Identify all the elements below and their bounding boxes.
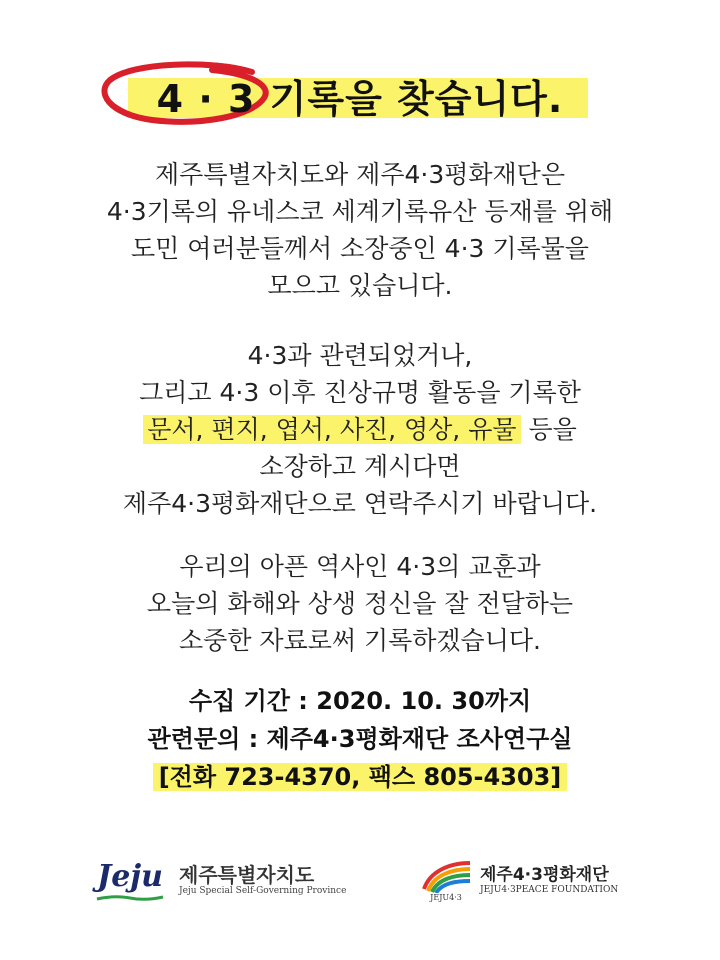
text-line: 소중한 자료로써 기록하겠습니다. — [179, 626, 541, 655]
highlighted-items: 문서, 편지, 엽서, 사진, 영상, 유물 — [143, 415, 520, 444]
paragraph-intro — [0, 156, 720, 304]
page-title: 4 · 3 기록을 찾습니다. — [156, 77, 564, 121]
info-block — [0, 682, 720, 796]
foundation-name-en: JEJU4·3PEACE FOUNDATION — [480, 885, 619, 895]
jeju-word: Jeju — [97, 858, 163, 894]
rainbow-emblem-icon — [420, 859, 472, 893]
text-line: 4·3과 관련되었거나, — [247, 341, 473, 370]
text-fragment: 등을 — [520, 415, 577, 444]
text-line: 우리의 아픈 역사인 4·3의 교훈과 — [179, 552, 541, 581]
text-line: 제주특별자치도와 제주4·3평화재단은 — [155, 160, 565, 189]
text-line: 오늘의 화해와 상생 정신을 잘 전달하는 — [146, 589, 574, 618]
text-line: 소장하고 계시다면 — [259, 452, 461, 481]
province-name-block — [179, 864, 346, 896]
jeju-province-logo — [95, 855, 346, 905]
text-line: 모으고 있습니다. — [267, 271, 453, 300]
province-name-en: Jeju Special Self-Governing Province — [179, 886, 347, 896]
text-line: 4·3기록의 유네스코 세계기록유산 등재를 위해 — [106, 197, 614, 226]
wave-icon — [95, 894, 165, 902]
foundation-name-block — [480, 865, 618, 895]
text-line: 제주4·3평화재단으로 연락주시기 바랍니다. — [122, 489, 598, 518]
paragraph-closing — [0, 548, 720, 659]
phone-fax — [0, 758, 720, 796]
jeju-wordmark — [95, 859, 165, 902]
foundation-emblem — [420, 859, 472, 902]
paragraph-request — [0, 337, 720, 522]
collection-period: 수집 기간 : 2020. 10. 30까지 — [188, 687, 532, 715]
emblem-text: JEJU4·3 — [430, 892, 462, 902]
text-line: 그리고 4·3 이후 진상규명 활동을 기록한 — [139, 378, 581, 407]
text-line: 도민 여러분들께서 소장중인 4·3 기록물을 — [131, 234, 589, 263]
title-area — [0, 58, 720, 128]
text-line — [0, 411, 720, 448]
contact-info: 관련문의 : 제주4·3평화재단 조사연구실 — [147, 725, 573, 753]
foundation-logo — [420, 850, 618, 910]
phone-fax-text: [전화 723-4370, 팩스 805-4303] — [153, 763, 568, 791]
foundation-name: 제주4·3평화재단 — [480, 865, 609, 885]
province-name: 제주특별자치도 — [179, 863, 315, 887]
